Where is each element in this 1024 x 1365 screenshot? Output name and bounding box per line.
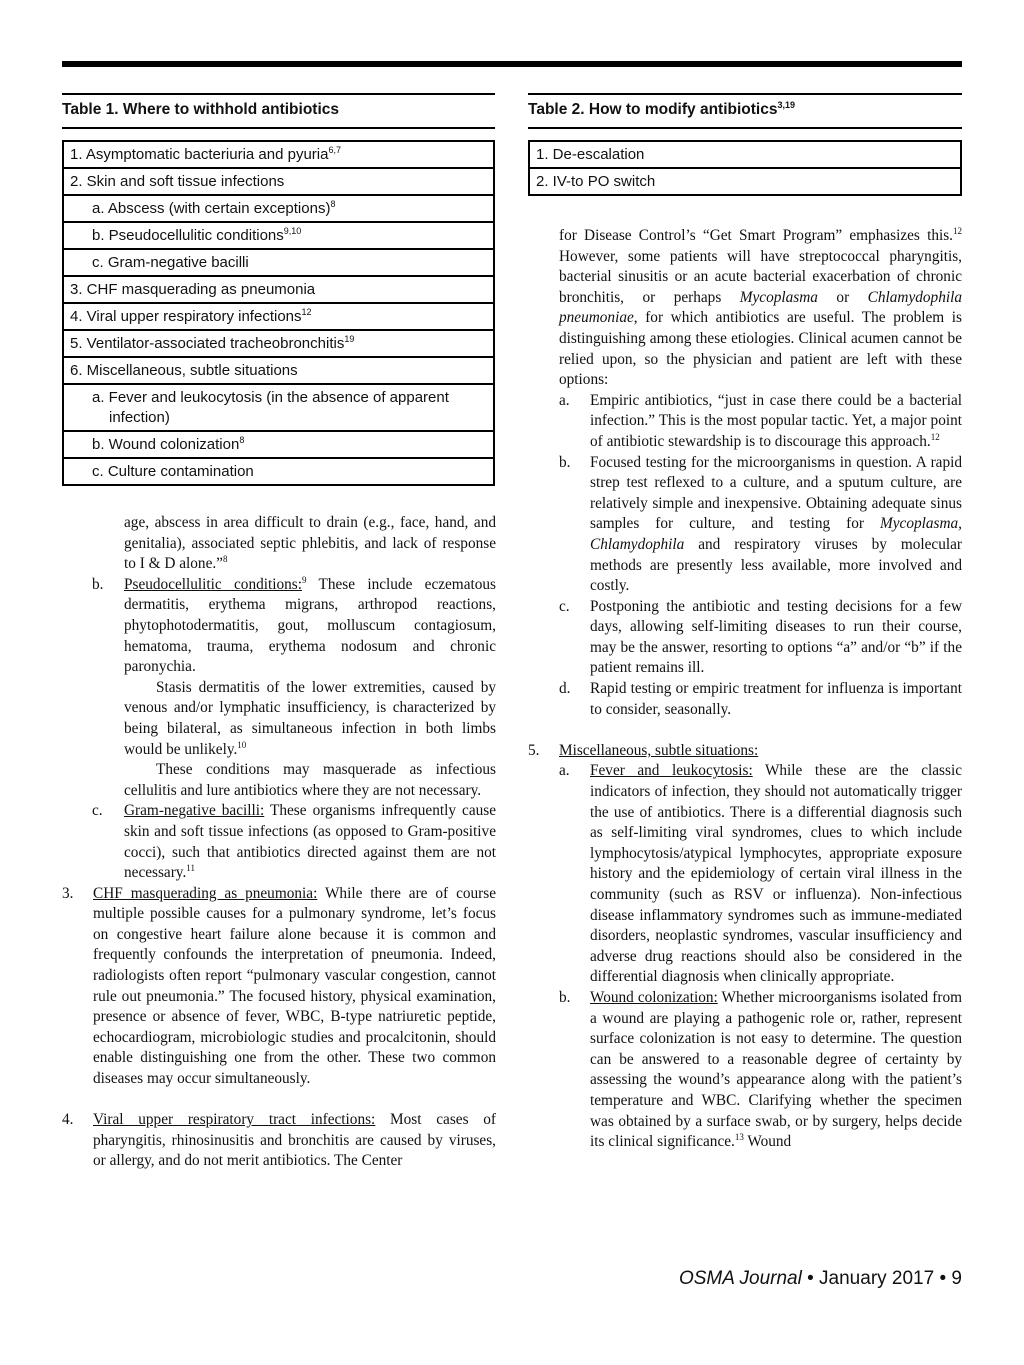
table-row: c. Gram-negative bacilli bbox=[64, 250, 493, 277]
right-column bbox=[528, 226, 962, 1153]
table-row: 1. Asymptomatic bacteriuria and pyuria$^{6,7}$ bbox=[64, 142, 493, 169]
table-row: c. Culture contamination bbox=[92, 463, 254, 480]
list-item: 5. Miscellaneous, subtle situations: bbox=[528, 741, 759, 759]
table-2-title: Table 2. How to modify antibiotics$^{3,19}$ bbox=[528, 93, 962, 129]
top-rule bbox=[62, 61, 962, 67]
page-footer: OSMA Journal • January 2017 • 9 bbox=[678, 1268, 962, 1289]
table-row: b. Pseudocellulitic conditions$^{9,10}$ bbox=[64, 223, 493, 250]
list-item: b. Pseudocellulitic conditions:$^9$ These include eczematous dermatitis, erythema migrans, arthropod reactions, phytophotodermatitis, gout, molluscum contagiosum, hematoma, trauma, erythema nodosum and chronic paronychia. Stasis dermatitis of the lower extremities, caused by venous and/or lymphatic insufficiency, is characterized by being bilateral, as simultaneous infection in both limbs would be unlikely.$^{10}$ These conditions may masquerade as infectious cellulitis and lure antibiotics where they are not necessary. bbox=[92, 574, 496, 799]
list-item: 4. Viral upper respiratory tract infections: Most cases of pharyngitis, rhinosinusitis and bronchitis are caused by viruses, or allergy, and do not merit antibiotics. The Center bbox=[62, 1111, 497, 1170]
table-row: 4. Viral upper respiratory infections$^{12}$ bbox=[64, 304, 493, 331]
list-item: c. Postponing the antibiotic and testing decisions for a few days, allowing self-limiting diseases to run their course, may be the answer, resorting to options “a” and/or “b” if the patient remains ill. bbox=[559, 597, 962, 677]
table-1 bbox=[62, 93, 495, 486]
table-row: b. Wound colonization$^8$ bbox=[64, 432, 493, 459]
paragraph: for Disease Control’s “Get Smart Program” emphasizes this.$^{12}$ However, some patients will have streptococcal pharyngitis, bacterial sinusitis or an acute bacterial exacerbation of chronic bronchitis, or perhaps Mycoplasma or Chlamydophila pneumoniae, for which antibiotics are useful. The problem is distinguishing among these etiologies. Clinical acumen cannot be relied upon, so the physician and patient are left with these options: bbox=[559, 225, 962, 389]
table-row: 2. IV-to PO switch bbox=[536, 173, 656, 190]
list-item: b. Wound colonization: Whether microorganisms isolated from a wound are playing a pathogenic role or, rather, represent surface colonization is not easy to determine. The question can be answered to a reasonable degree of certainty by assessing the wound’s appearance along with the patient’s temperature and WBC. Clarifying whether the specimen was obtained by a surface swab, or by surgery, helps decide its clinical significance.$^{13}$ Wound bbox=[559, 988, 963, 1151]
list-item: b. Focused testing for the microorganisms in question. A rapid strep test reflexed to a culture, and a sputum culture, are relatively simple and inexpensive. Obtaining adequate sinus samples for culture, and testing for Mycoplasma, Chlamydophila and respiratory viruses by molecular methods are presently less available, more involved and costly. bbox=[559, 453, 962, 595]
table-row: 3. CHF masquerading as pneumonia bbox=[64, 277, 493, 304]
list-item: a. Fever and leukocytosis: While these are the classic indicators of infection, they should not automatically trigger the use of antibiotics. There is a differential diagnosis such as self-limiting viral syndromes, clues to which include lymphocytosis/atypical lymphocytes, appropriate exposure history and the epidemiology of certain viral illness in the community (such as RSV or influenza). Non-infectious disease inflammatory syndromes such as immune-mediated disorders, neoplastic syndromes, vascular insufficiency and adverse drug reactions should also be considered in the differential diagnosis when clinically appropriate. bbox=[559, 762, 962, 986]
left-column bbox=[62, 513, 496, 1172]
paragraph: age, abscess in area difficult to drain (e.g., face, hand, and genitalia), associated septic phlebitis, and lack of response to I & D alone.”$^8$ bbox=[124, 514, 496, 573]
table-row: 5. Ventilator-associated tracheobronchitis$^{19}$ bbox=[64, 331, 493, 358]
list-item: c. Gram-negative bacilli: These organisms infrequently cause skin and soft tissue infections (as opposed to Gram-positive cocci), such that antibiotics directed against them are not necessary.$^{11}$ bbox=[92, 802, 496, 882]
table-2 bbox=[528, 93, 962, 196]
table-row: a. Abscess (with certain exceptions)$^8$ bbox=[64, 196, 493, 223]
list-item: d. Rapid testing or empiric treatment for influenza is important to consider, seasonally. bbox=[559, 680, 962, 718]
table-row: 2. Skin and soft tissue infections bbox=[64, 169, 493, 196]
table-row: 1. De-escalation bbox=[530, 142, 960, 169]
table-1-title: Table 1. Where to withhold antibiotics bbox=[62, 93, 495, 129]
page-number: 9 bbox=[951, 1268, 962, 1289]
table-row: a. Fever and leukocytosis (in the absence of apparent infection) bbox=[64, 385, 493, 432]
list-item: a. Empiric antibiotics, “just in case there could be a bacterial infection.” This is the most popular tactic. Yet, a major point of antibiotic stewardship is to discourage this approach.$^{12}$ bbox=[559, 391, 962, 450]
list-item: 3. CHF masquerading as pneumonia: While there are of course multiple possible causes for a pulmonary syndrome, let’s focus on congestive heart failure alone because it is common and frequently confounds the interpretation of pneumonia. Indeed, radiologists often report “pulmonary vascular congestion, cannot rule out pneumonia.” The focused history, physical examination, presence or absence of fever, WBC, B-type natriuretic peptide, echocardiogram, microbiologic studies and procalcitonin, should enable distinguishing one from the other. These two common diseases may occur simultaneously. bbox=[62, 884, 496, 1088]
issue-date: January 2017 bbox=[819, 1268, 935, 1289]
table-2-body bbox=[528, 140, 962, 196]
table-row: 6. Miscellaneous, subtle situations bbox=[64, 358, 493, 385]
table-1-body bbox=[62, 140, 495, 486]
journal-name: OSMA Journal bbox=[678, 1268, 802, 1289]
